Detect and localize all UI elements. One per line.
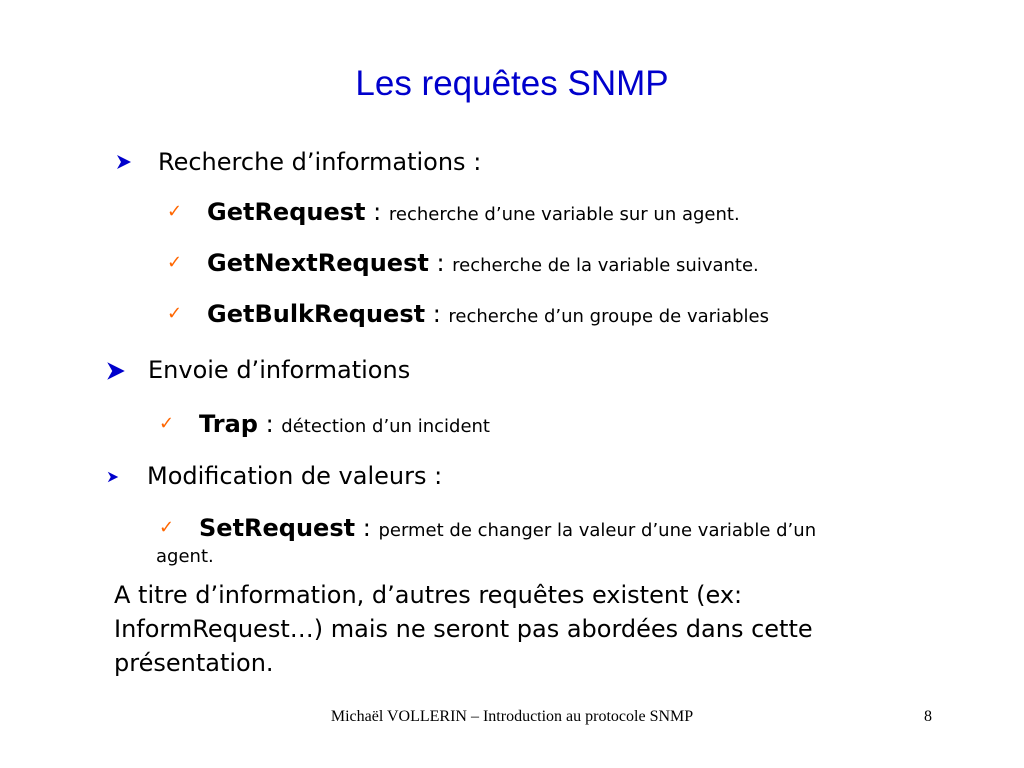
request-term: GetNextRequest [207,249,429,277]
arrow-bullet-icon [107,471,119,483]
request-term: GetRequest [207,198,366,226]
request-term: SetRequest [199,514,356,542]
request-desc-continued: agent. [156,546,214,567]
note-paragraph: A titre d’information, d’autres requêtes existent (ex: InformRequest…) mais ne seront pas abordées dans cette présentation. [114,581,813,677]
section-label: Envoie d’informations [148,356,411,384]
slide-footer: Michaël VOLLERIN – Introduction au protocole SNMP [330,708,694,725]
section-label: Modification de valeurs : [147,462,443,490]
request-term: GetBulkRequest [207,300,426,328]
slide: Les requêtes SNMP Recherche d’informations : ✓ GetRequest : recherche d’une variable sur un agent. ✓ GetNextRequest : recherche de la variable suivante. ✓ GetBulkRequest : recherche d’un groupe de variables Envoie d’informations ✓ Trap : détection d’un incident Modification de valeurs : ✓ SetRequest : permet de changer la valeur d’une variable d’un agent. A titre d’information, d’autres requêtes existent (ex: InformRequest…) mais ne seront pas abordées dans cette présentation. Michaël VOLLERIN – Introduction au protocole SNMP 8 [0,0,1024,768]
check-bullet-icon: ✓ [159,413,175,434]
page-number: 8 [924,708,932,725]
request-desc: recherche d’un groupe de variables [448,306,769,327]
request-desc: permet de changer la valeur d’une variable d’un [378,520,817,541]
slide-title: Les requêtes SNMP [355,64,669,103]
request-desc: recherche de la variable suivante. [452,255,759,276]
check-bullet-icon: ✓ [167,252,183,273]
request-desc: recherche d’une variable sur un agent. [388,204,740,225]
arrow-bullet-icon [116,154,132,170]
check-bullet-icon: ✓ [159,517,175,538]
arrow-bullet-icon [106,361,126,381]
section-label: Recherche d’informations : [158,148,482,176]
check-bullet-icon: ✓ [167,303,183,324]
check-bullet-icon: ✓ [167,201,183,222]
request-desc: détection d’un incident [281,416,490,437]
request-term: Trap [199,410,258,438]
